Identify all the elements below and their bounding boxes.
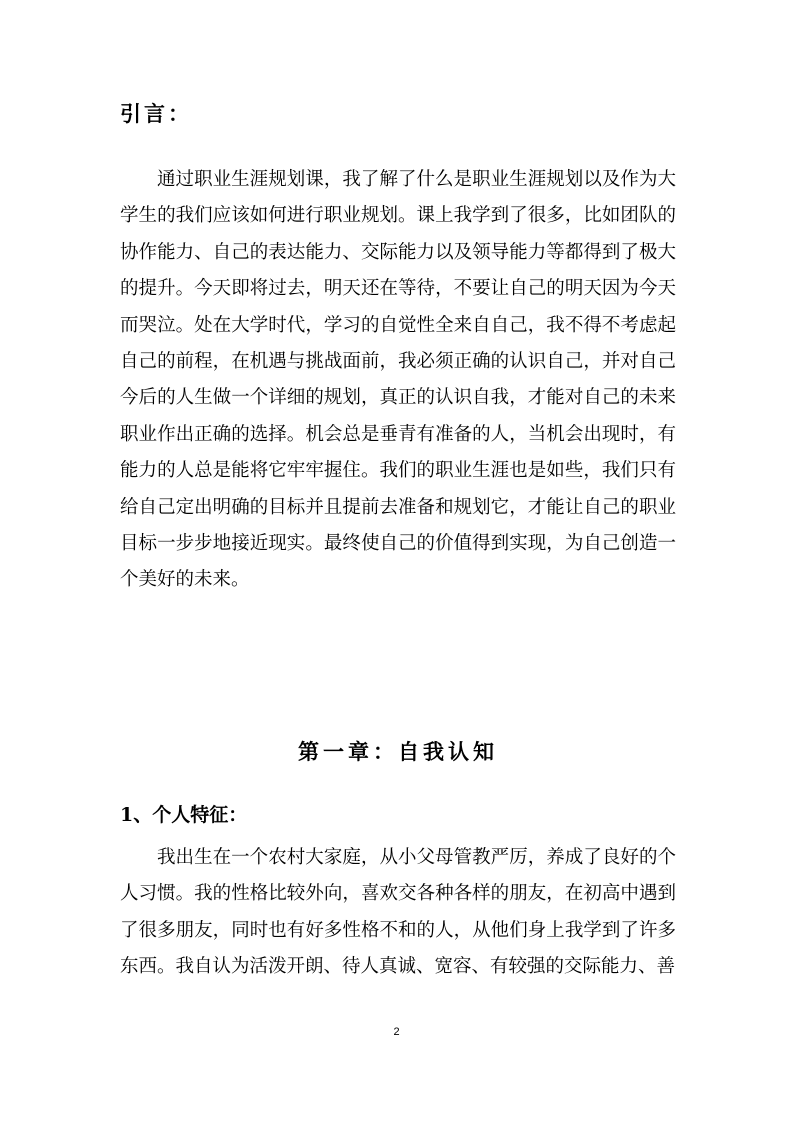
intro-paragraph: 通过职业生涯规划课，我了解了什么是职业生涯规划以及作为大学生的我们应该如何进行职业规划。课上我学到了很多，比如团队的协作能力、自己的表达能力、交际能力以及领导能力等都得到了极大的提升。今天即将过去，明天还在等待，不要让自己的明天因为今天而哭泣。处在大学时代，学习的自觉性全来自自己，我不得不考虑起自己的前程，在机遇与挑战面前，我必须正确的认识自己，并对自己今后的人生做一个详细的规划，真正的认识自我，才能对自己的未来职业作出正确的选择。机会总是垂青有准备的人，当机会出现时，有能力的人总是能将它牢牢握住。我们的职业生涯也是如些，我们只有给自己定出明确的目标并且提前去准备和规划它，才能让自己的职业目标一步步地接近现实。最终使自己的价值得到实现，为自己创造一个美好的未来。: [120, 169, 676, 591]
section-title: 1、个人特征：: [120, 804, 248, 826]
chapter-title: 第一章：自我认知: [298, 739, 498, 764]
page-number: 2: [393, 1026, 400, 1038]
personal-traits-paragraph: 我出生在一个农村大家庭，从小父母管教严厉，养成了良好的个人习惯。我的性格比较外向，喜欢交各种各样的朋友，在初高中遇到了很多朋友，同时也有好多性格不和的人，从他们身上我学到了许多东西。我自认为活泼开朗、待人真诚、宽容、有较强的交际能力、善: [120, 847, 676, 978]
intro-heading: 引言：: [120, 101, 192, 126]
